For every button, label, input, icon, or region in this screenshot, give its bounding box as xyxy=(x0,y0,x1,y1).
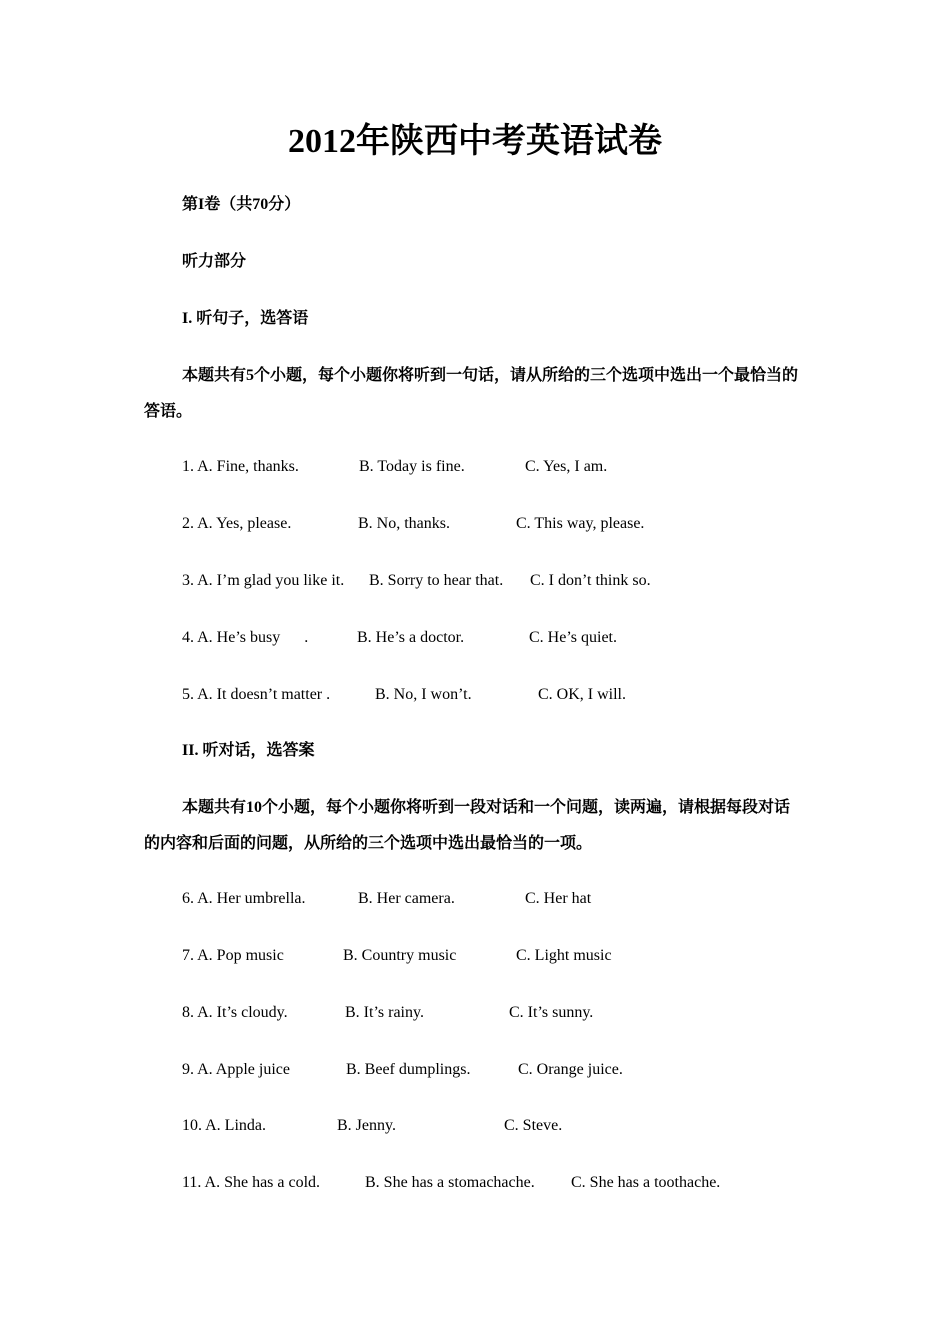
question-2-option-b: B. No, thanks. xyxy=(358,515,450,532)
question-5-option-c: C. OK, I will. xyxy=(538,686,626,703)
question-1-option-a: 1. A. Fine, thanks. xyxy=(182,458,299,475)
question-3-option-b: B. Sorry to hear that. xyxy=(369,572,504,589)
document-title: 2012年陕西中考英语试卷 xyxy=(288,123,662,160)
part1-instruction: 本题共有5个小题，每个小题你将听到一句话，请从所给的三个选项中选出一个最恰当的答语。 xyxy=(144,367,799,420)
question-8-option-b: B. It’s rainy. xyxy=(345,1004,424,1021)
question-8-option-a: 8. A. It’s cloudy. xyxy=(182,1004,288,1021)
section-heading: 第I卷（共70分） xyxy=(182,196,301,213)
question-10-option-b: B. Jenny. xyxy=(337,1117,396,1134)
question-11-option-c: C. She has a toothache. xyxy=(571,1174,721,1191)
question-7-option-b: B. Country music xyxy=(343,947,457,964)
question-9-option-c: C. Orange juice. xyxy=(518,1061,623,1078)
question-3-option-a: 3. A. I’m glad you like it. xyxy=(182,572,345,589)
question-2-option-a: 2. A. Yes, please. xyxy=(182,515,292,532)
question-9-option-a: 9. A. Apple juice xyxy=(182,1061,290,1078)
question-5-option-b: B. No, I won’t. xyxy=(375,686,472,703)
question-3-option-c: C. I don’t think so. xyxy=(530,572,651,589)
question-4-option-b: B. He’s a doctor. xyxy=(357,629,465,646)
question-6-option-a: 6. A. Her umbrella. xyxy=(182,890,306,907)
part-heading: 听力部分 xyxy=(182,253,247,270)
question-6-option-c: C. Her hat xyxy=(525,890,592,907)
question-11-option-b: B. She has a stomachache. xyxy=(365,1174,535,1191)
question-6-option-b: B. Her camera. xyxy=(358,890,455,907)
part1-heading: I. 听句子，选答语 xyxy=(182,310,309,327)
question-1-option-b: B. Today is fine. xyxy=(359,458,465,475)
question-5-option-a: 5. A. It doesn’t matter . xyxy=(182,686,331,703)
question-10-option-a: 10. A. Linda. xyxy=(182,1117,266,1134)
part2-instruction: 本题共有10个小题，每个小题你将听到一段对话和一个问题，读两遍，请根据每段对话的内容和后面的问题，从所给的三个选项中选出最恰当的一项。 xyxy=(144,799,791,852)
question-4-option-a: 4. A. He’s busy . xyxy=(182,629,309,646)
question-9-option-b: B. Beef dumplings. xyxy=(346,1061,471,1078)
question-11-option-a: 11. A. She has a cold. xyxy=(182,1174,321,1191)
question-4-option-c: C. He’s quiet. xyxy=(529,629,617,646)
question-7-option-c: C. Light music xyxy=(516,947,612,964)
question-8-option-c: C. It’s sunny. xyxy=(509,1004,594,1021)
question-10-option-c: C. Steve. xyxy=(504,1117,563,1134)
question-2-option-c: C. This way, please. xyxy=(516,515,645,532)
question-7-option-a: 7. A. Pop music xyxy=(182,947,284,964)
question-1-option-c: C. Yes, I am. xyxy=(525,458,608,475)
part2-heading: II. 听对话，选答案 xyxy=(182,742,315,759)
